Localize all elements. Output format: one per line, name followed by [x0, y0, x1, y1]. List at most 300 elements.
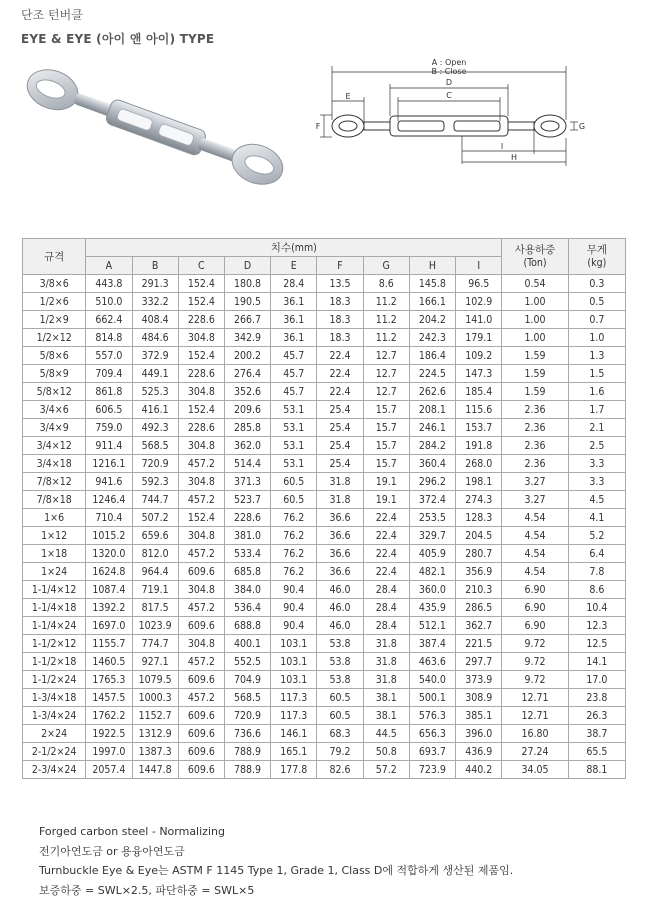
table-cell: 6.90: [502, 617, 568, 635]
table-cell: 117.3: [271, 707, 317, 725]
table-cell: 242.3: [409, 329, 455, 347]
table-cell: 2.36: [502, 437, 568, 455]
header-dim-d: D: [224, 257, 270, 275]
table-cell: 53.1: [271, 455, 317, 473]
table-cell: 152.4: [178, 347, 224, 365]
table-cell: 457.2: [178, 653, 224, 671]
table-cell: 198.1: [456, 473, 502, 491]
table-cell: 18.3: [317, 293, 363, 311]
table-cell: 352.6: [224, 383, 270, 401]
table-cell: 190.5: [224, 293, 270, 311]
table-cell: 759.0: [86, 419, 132, 437]
table-cell: 53.1: [271, 419, 317, 437]
table-cell: 36.1: [271, 329, 317, 347]
table-cell: 115.6: [456, 401, 502, 419]
table-cell: 1460.5: [86, 653, 132, 671]
table-cell: 45.7: [271, 383, 317, 401]
table-cell: 484.6: [132, 329, 178, 347]
note-material: Forged carbon steel - Normalizing: [39, 825, 225, 838]
table-cell: 12.3: [568, 617, 625, 635]
table-cell: 280.7: [456, 545, 502, 563]
spec-cell: 1-3/4×18: [23, 689, 86, 707]
table-cell: 1697.0: [86, 617, 132, 635]
table-cell: 15.7: [363, 419, 409, 437]
table-cell: 262.6: [409, 383, 455, 401]
table-cell: 38.7: [568, 725, 625, 743]
table-cell: 128.3: [456, 509, 502, 527]
table-cell: 1624.8: [86, 563, 132, 581]
notes: [39, 822, 513, 900]
header-dim-h: H: [409, 257, 455, 275]
table-cell: 185.4: [456, 383, 502, 401]
spec-cell: 1-1/4×24: [23, 617, 86, 635]
table-cell: 18.3: [317, 329, 363, 347]
table-cell: 60.5: [271, 473, 317, 491]
table-cell: 152.4: [178, 401, 224, 419]
table-cell: 28.4: [363, 617, 409, 635]
spec-cell: 2-3/4×24: [23, 761, 86, 779]
spec-cell: 1/2×9: [23, 311, 86, 329]
table-cell: 228.6: [178, 311, 224, 329]
table-cell: 360.4: [409, 455, 455, 473]
table-cell: 36.6: [317, 563, 363, 581]
table-cell: 26.3: [568, 707, 625, 725]
table-cell: 12.71: [502, 707, 568, 725]
spec-cell: 1/2×6: [23, 293, 86, 311]
table-cell: 1.0: [568, 329, 625, 347]
table-cell: 4.54: [502, 527, 568, 545]
table-cell: 268.0: [456, 455, 502, 473]
table-cell: 296.2: [409, 473, 455, 491]
table-cell: 1.59: [502, 365, 568, 383]
table-row: [23, 509, 626, 527]
spec-cell: 7/8×18: [23, 491, 86, 509]
table-cell: 22.4: [317, 347, 363, 365]
table-cell: 76.2: [271, 563, 317, 581]
table-cell: 814.8: [86, 329, 132, 347]
table-row: [23, 527, 626, 545]
label-c: C: [446, 91, 452, 100]
spec-cell: 3/4×6: [23, 401, 86, 419]
table-cell: 1387.3: [132, 743, 178, 761]
page-title: 단조 턴버클: [21, 8, 83, 22]
header-dim-c: C: [178, 257, 224, 275]
table-cell: 304.8: [178, 329, 224, 347]
table-cell: 788.9: [224, 743, 270, 761]
table-cell: 14.1: [568, 653, 625, 671]
table-cell: 60.5: [317, 689, 363, 707]
table-cell: 46.0: [317, 617, 363, 635]
table-cell: 360.0: [409, 581, 455, 599]
table-cell: 53.1: [271, 401, 317, 419]
table-cell: 964.4: [132, 563, 178, 581]
spec-cell: 2-1/2×24: [23, 743, 86, 761]
table-cell: 443.8: [86, 275, 132, 293]
spec-cell: 1-3/4×24: [23, 707, 86, 725]
table-cell: 576.3: [409, 707, 455, 725]
table-cell: 204.5: [456, 527, 502, 545]
table-cell: 4.54: [502, 563, 568, 581]
table-cell: 371.3: [224, 473, 270, 491]
table-row: [23, 419, 626, 437]
header-working-load: 사용하중 (Ton): [502, 239, 568, 275]
table-cell: 3.27: [502, 491, 568, 509]
table-cell: 688.8: [224, 617, 270, 635]
table-cell: 592.3: [132, 473, 178, 491]
dimension-diagram: [312, 58, 594, 170]
header-weight: 무게 (kg): [568, 239, 625, 275]
table-cell: 500.1: [409, 689, 455, 707]
note-plating: 전기아연도금 or 용융아연도금: [39, 844, 185, 858]
table-cell: 210.3: [456, 581, 502, 599]
header-dim-f: F: [317, 257, 363, 275]
table-row: [23, 653, 626, 671]
table-cell: 457.2: [178, 455, 224, 473]
table-cell: 510.0: [86, 293, 132, 311]
table-cell: 1079.5: [132, 671, 178, 689]
table-cell: 25.4: [317, 455, 363, 473]
label-g: G: [578, 122, 586, 131]
table-cell: 342.9: [224, 329, 270, 347]
table-cell: 60.5: [271, 491, 317, 509]
table-row: [23, 563, 626, 581]
table-cell: 200.2: [224, 347, 270, 365]
table-cell: 8.6: [363, 275, 409, 293]
table-cell: 609.6: [178, 617, 224, 635]
table-cell: 1023.9: [132, 617, 178, 635]
spec-cell: 1-1/2×12: [23, 635, 86, 653]
table-cell: 0.7: [568, 311, 625, 329]
table-cell: 4.54: [502, 545, 568, 563]
table-cell: 25.4: [317, 419, 363, 437]
table-cell: 536.4: [224, 599, 270, 617]
table-cell: 228.6: [178, 365, 224, 383]
table-cell: 90.4: [271, 617, 317, 635]
label-d: D: [445, 78, 453, 87]
table-cell: 606.5: [86, 401, 132, 419]
table-cell: 46.0: [317, 581, 363, 599]
table-cell: 385.1: [456, 707, 502, 725]
table-cell: 11.2: [363, 329, 409, 347]
spec-cell: 3/4×9: [23, 419, 86, 437]
table-cell: 117.3: [271, 689, 317, 707]
table-cell: 1246.4: [86, 491, 132, 509]
table-cell: 1312.9: [132, 725, 178, 743]
table-row: [23, 545, 626, 563]
table-cell: 153.7: [456, 419, 502, 437]
table-cell: 2.36: [502, 401, 568, 419]
table-cell: 449.1: [132, 365, 178, 383]
table-cell: 76.2: [271, 527, 317, 545]
spec-cell: 2×24: [23, 725, 86, 743]
table-cell: 0.5: [568, 293, 625, 311]
table-cell: 507.2: [132, 509, 178, 527]
table-cell: 284.2: [409, 437, 455, 455]
table-cell: 304.8: [178, 581, 224, 599]
table-cell: 304.8: [178, 635, 224, 653]
table-cell: 147.3: [456, 365, 502, 383]
table-cell: 1457.5: [86, 689, 132, 707]
table-cell: 45.7: [271, 347, 317, 365]
table-cell: 53.8: [317, 671, 363, 689]
table-cell: 45.7: [271, 365, 317, 383]
table-cell: 372.9: [132, 347, 178, 365]
table-cell: 27.24: [502, 743, 568, 761]
table-cell: 1.00: [502, 311, 568, 329]
table-cell: 204.2: [409, 311, 455, 329]
table-cell: 11.2: [363, 311, 409, 329]
table-cell: 416.1: [132, 401, 178, 419]
table-cell: 5.2: [568, 527, 625, 545]
table-cell: 79.2: [317, 743, 363, 761]
table-cell: 28.4: [271, 275, 317, 293]
spec-cell: 5/8×12: [23, 383, 86, 401]
table-cell: 266.7: [224, 311, 270, 329]
table-cell: 774.7: [132, 635, 178, 653]
table-cell: 1997.0: [86, 743, 132, 761]
table-cell: 1000.3: [132, 689, 178, 707]
table-cell: 693.7: [409, 743, 455, 761]
table-cell: 4.54: [502, 509, 568, 527]
table-cell: 3.3: [568, 473, 625, 491]
table-cell: 228.6: [178, 419, 224, 437]
table-cell: 12.7: [363, 365, 409, 383]
table-cell: 1320.0: [86, 545, 132, 563]
table-cell: 362.7: [456, 617, 502, 635]
table-cell: 1762.2: [86, 707, 132, 725]
table-cell: 2.1: [568, 419, 625, 437]
table-cell: 12.71: [502, 689, 568, 707]
table-cell: 1765.3: [86, 671, 132, 689]
table-cell: 659.6: [132, 527, 178, 545]
table-cell: 1087.4: [86, 581, 132, 599]
table-cell: 60.5: [317, 707, 363, 725]
table-cell: 224.5: [409, 365, 455, 383]
table-cell: 22.4: [363, 545, 409, 563]
label-a-open: A : Open: [431, 58, 467, 67]
table-cell: 7.8: [568, 563, 625, 581]
table-cell: 2057.4: [86, 761, 132, 779]
table-cell: 736.6: [224, 725, 270, 743]
table-cell: 152.4: [178, 293, 224, 311]
table-cell: 457.2: [178, 689, 224, 707]
table-cell: 609.6: [178, 761, 224, 779]
table-cell: 405.9: [409, 545, 455, 563]
table-cell: 373.9: [456, 671, 502, 689]
table-cell: 719.1: [132, 581, 178, 599]
table-row: [23, 725, 626, 743]
table-row: [23, 761, 626, 779]
table-cell: 723.9: [409, 761, 455, 779]
spec-cell: 1-1/4×18: [23, 599, 86, 617]
spec-cell: 3/4×18: [23, 455, 86, 473]
table-cell: 1216.1: [86, 455, 132, 473]
table-cell: 23.8: [568, 689, 625, 707]
table-cell: 482.1: [409, 563, 455, 581]
table-row: [23, 383, 626, 401]
table-cell: 15.7: [363, 455, 409, 473]
table-cell: 25.4: [317, 401, 363, 419]
table-cell: 109.2: [456, 347, 502, 365]
table-cell: 6.90: [502, 581, 568, 599]
table-cell: 44.5: [363, 725, 409, 743]
table-cell: 96.5: [456, 275, 502, 293]
table-cell: 332.2: [132, 293, 178, 311]
table-cell: 408.4: [132, 311, 178, 329]
table-cell: 25.4: [317, 437, 363, 455]
table-cell: 285.8: [224, 419, 270, 437]
table-row: [23, 743, 626, 761]
table-cell: 710.4: [86, 509, 132, 527]
table-cell: 457.2: [178, 599, 224, 617]
label-e: E: [345, 92, 351, 101]
spec-cell: 1-1/4×12: [23, 581, 86, 599]
table-cell: 11.2: [363, 293, 409, 311]
table-cell: 3.27: [502, 473, 568, 491]
spec-cell: 1×6: [23, 509, 86, 527]
table-cell: 329.7: [409, 527, 455, 545]
table-cell: 0.3: [568, 275, 625, 293]
table-cell: 180.8: [224, 275, 270, 293]
table-cell: 4.5: [568, 491, 625, 509]
table-cell: 209.6: [224, 401, 270, 419]
table-cell: 22.4: [317, 365, 363, 383]
table-row: [23, 671, 626, 689]
table-cell: 457.2: [178, 545, 224, 563]
table-cell: 435.9: [409, 599, 455, 617]
label-b-close: B : Close: [431, 67, 467, 76]
table-cell: 1.59: [502, 383, 568, 401]
table-cell: 103.1: [271, 635, 317, 653]
table-cell: 308.9: [456, 689, 502, 707]
table-cell: 911.4: [86, 437, 132, 455]
table-cell: 103.1: [271, 653, 317, 671]
table-cell: 146.1: [271, 725, 317, 743]
table-cell: 253.5: [409, 509, 455, 527]
table-row: [23, 437, 626, 455]
table-cell: 463.6: [409, 653, 455, 671]
table-cell: 165.1: [271, 743, 317, 761]
header-dim-i: I: [456, 257, 502, 275]
table-cell: 557.0: [86, 347, 132, 365]
table-cell: 514.4: [224, 455, 270, 473]
table-cell: 286.5: [456, 599, 502, 617]
table-cell: 817.5: [132, 599, 178, 617]
table-cell: 1392.2: [86, 599, 132, 617]
table-cell: 9.72: [502, 653, 568, 671]
table-cell: 38.1: [363, 689, 409, 707]
table-row: [23, 581, 626, 599]
table-cell: 22.4: [363, 527, 409, 545]
table-cell: 457.2: [178, 491, 224, 509]
table-row: [23, 491, 626, 509]
table-row: [23, 329, 626, 347]
table-cell: 381.0: [224, 527, 270, 545]
table-cell: 246.1: [409, 419, 455, 437]
table-row: [23, 275, 626, 293]
table-cell: 2.36: [502, 455, 568, 473]
table-cell: 861.8: [86, 383, 132, 401]
table-cell: 540.0: [409, 671, 455, 689]
table-cell: 274.3: [456, 491, 502, 509]
table-cell: 31.8: [363, 671, 409, 689]
table-cell: 12.7: [363, 347, 409, 365]
diagram-labels: [316, 58, 585, 162]
table-cell: 57.2: [363, 761, 409, 779]
table-cell: 1152.7: [132, 707, 178, 725]
table-cell: 46.0: [317, 599, 363, 617]
label-f: F: [315, 122, 321, 131]
table-row: [23, 311, 626, 329]
header-dim-g: G: [363, 257, 409, 275]
table-cell: 656.3: [409, 725, 455, 743]
table-cell: 68.3: [317, 725, 363, 743]
table-cell: 304.8: [178, 383, 224, 401]
spec-cell: 3/4×12: [23, 437, 86, 455]
table-cell: 88.1: [568, 761, 625, 779]
table-cell: 179.1: [456, 329, 502, 347]
table-cell: 362.0: [224, 437, 270, 455]
table-cell: 18.3: [317, 311, 363, 329]
table-cell: 0.54: [502, 275, 568, 293]
table-cell: 28.4: [363, 599, 409, 617]
table-cell: 276.4: [224, 365, 270, 383]
table-cell: 22.4: [363, 509, 409, 527]
table-cell: 552.5: [224, 653, 270, 671]
table-cell: 145.8: [409, 275, 455, 293]
table-cell: 208.1: [409, 401, 455, 419]
table-row: [23, 455, 626, 473]
table-cell: 436.9: [456, 743, 502, 761]
header-dim-b: B: [132, 257, 178, 275]
table-cell: 1.3: [568, 347, 625, 365]
table-cell: 19.1: [363, 473, 409, 491]
table-cell: 941.6: [86, 473, 132, 491]
table-cell: 17.0: [568, 671, 625, 689]
table-row: [23, 473, 626, 491]
table-cell: 372.4: [409, 491, 455, 509]
spec-cell: 1×24: [23, 563, 86, 581]
header-spec: 규격: [23, 239, 86, 275]
table-cell: 16.80: [502, 725, 568, 743]
table-cell: 304.8: [178, 437, 224, 455]
table-cell: 1447.8: [132, 761, 178, 779]
table-cell: 9.72: [502, 671, 568, 689]
table-cell: 50.8: [363, 743, 409, 761]
table-cell: 12.7: [363, 383, 409, 401]
table-cell: 1.00: [502, 329, 568, 347]
table-cell: 53.8: [317, 635, 363, 653]
table-cell: 103.1: [271, 671, 317, 689]
table-cell: 1.00: [502, 293, 568, 311]
table-cell: 609.6: [178, 563, 224, 581]
table-cell: 221.5: [456, 635, 502, 653]
table-cell: 76.2: [271, 545, 317, 563]
table-cell: 28.4: [363, 581, 409, 599]
table-cell: 1015.2: [86, 527, 132, 545]
table-cell: 36.6: [317, 509, 363, 527]
table-cell: 492.3: [132, 419, 178, 437]
table-cell: 927.1: [132, 653, 178, 671]
table-cell: 53.8: [317, 653, 363, 671]
table-cell: 228.6: [224, 509, 270, 527]
label-i: I: [500, 142, 504, 151]
header-dim-a: A: [86, 257, 132, 275]
table-cell: 36.1: [271, 311, 317, 329]
table-cell: 525.3: [132, 383, 178, 401]
table-row: [23, 347, 626, 365]
table-cell: 12.5: [568, 635, 625, 653]
